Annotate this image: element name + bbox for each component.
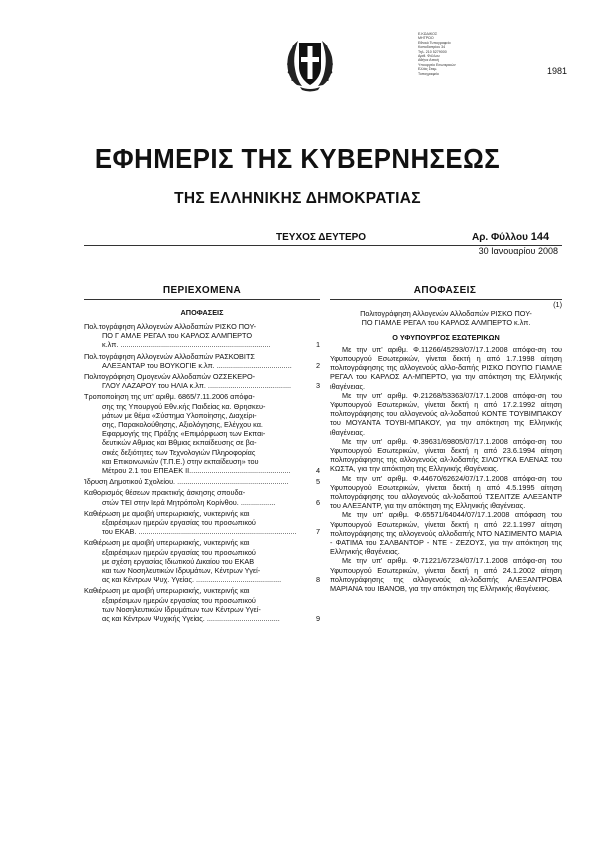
stamp-line: Ε.ΚΩΔΙΚΟΣ — [418, 32, 438, 36]
contents-item-line: ας και Κέντρων Ψυχικής Υγείας. .................................... — [102, 614, 280, 624]
publisher-stamp — [418, 32, 478, 76]
contents-item-line: ΑΛΕΞΑΝΤΑΡ του ΒΟΥΚΟΓΙΕ κ.λπ. ..................................... — [102, 360, 292, 370]
decisions-body — [330, 300, 562, 593]
contents-item-page: 7 — [315, 527, 320, 537]
contents-item-line: κ.λπ. .......................................................................... — [102, 340, 271, 350]
stamp-line: Υπουργείο Εσωτερικών — [418, 62, 456, 67]
contents-item-line: Καθιέρωση με αμοιβή υπερωριακής, νυκτερινής και — [84, 508, 250, 518]
decision-authority: Ο ΥΦΥΠΟΥΡΓΟΣ ΕΣΩΤΕΡΙΚΩΝ — [392, 332, 500, 342]
contents-item — [84, 488, 320, 506]
contents-item-page: 1 — [315, 340, 320, 350]
contents-item-line: και των Νοσηλευτικών Ιδρυμάτων, Κέντρων Υγεί- — [102, 566, 261, 576]
contents-item-line: Καθιέρωση με αμοιβή υπερωριακής, νυκτερινής και — [84, 538, 250, 548]
stamp-line: Ελλάς Σταμ. — [418, 67, 438, 72]
decision-paragraph: Με την υπ' αριθμ. Φ.65571/64044/07/17.1.2008 απόφαση του Υφυπουργού Εσωτερικών, γίνεται δεκτή η από 22.1.1997 αίτηση πολιτογράφησης της αλλογενούς αλλοδαπής ΝΤΟ ΝΑΣΙΜΕΝΤΟ ΜΑΡΙΑ - ΦΑΤΙΜΑ του ΣΑΛΒΑΝΤΟΡ - ΝΤΕ - ΖΕΖΟΥΣ, για την απόκτηση της Ελληνικής ιθαγένειας. — [330, 510, 562, 557]
contents-item-line: σικές δεξιότητες των Τεχνολογιών Πληροφορίας — [102, 447, 256, 457]
contents-item-line: Πολιτογράφηση Ομογενών Αλλοδαπών ΟΖΣΕΚΕΡΟ- — [84, 372, 256, 382]
contents-item-line: στών ΤΕΙ στην Ιερά Μητρόπολη Κορίνθου. ................. — [102, 497, 276, 507]
contents-item-line: μάτων με θέμα «Σύστημα Υλοποίησης, Διαχείρι- — [102, 410, 257, 420]
decision-number: (1) — [553, 300, 562, 309]
stamp-line: Τυπογραφείο — [418, 71, 439, 76]
decision-paragraph: Με την υπ' αριθμ. Φ.11266/45293/07/17.1.2008 απόφα-ση του Υφυπουργού Εσωτερικών, γίνεται δεκτή η από 1.7.1998 αίτηση πολιτογράφησης της αλλογενούς αλλο-δαπής ΡΙΣΚΟ ΠΟΥΠΟ ΓΙΑΜΛΕ ΡΕΓΑΛ του ΚΑΡΛΟΣ ΑΛ-ΜΠΕΡΤΟ, για την απόκτηση της Ελληνικής ιθαγένειας. — [330, 344, 562, 391]
issue-label: ΤΕΥΧΟΣ ΔΕΥΤΕΡΟ — [276, 232, 367, 243]
contents-item-line: Πολ.τογράφηση Αλλογενών Αλλοδαπών ΡΑΣΚΟΒΙΤΣ — [84, 351, 255, 361]
contents-item-line: σης της Υπουργού Εθν.κής Παιδείας κα. Θρησκευ- — [102, 401, 266, 411]
contents-item-line: εξαιρέσιμων ημερών εργασίας του προσωπικού — [102, 518, 256, 528]
stamp-line: Τηλ. 210 5279000 — [418, 49, 447, 54]
contents-item-line: ΠΟ Γ ΑΜΛΕ ΡΕΓΑΛ του ΚΑΡΛΟΣ ΑΛΜΠΕΡΤΟ — [102, 331, 253, 341]
contents-item-line: των Νοσηλευτικών Ιδρυμάτων των Κέντρων Υγεί- — [102, 604, 261, 614]
table-of-contents — [84, 322, 320, 625]
sheet-number-value: 144 — [530, 231, 550, 243]
stamp-line: Αθήνα Αττική — [418, 58, 439, 63]
decision-heading-line: Πολιτογράφηση Αλλογενών Αλλοδαπών ΡΙΣΚΟ ΠΟΥ- — [360, 309, 532, 319]
contents-item-line: εξαιρέσιμων ημερών εργασίας του προσωπικού — [102, 595, 256, 605]
contents-item-line: Καθορισμός θέσεων πρακτικής άσκησης σπουδα- — [84, 488, 246, 498]
contents-item-line: με σχέση εργασίας Ιδιωτικού Δικαίου του ΕΚΑΒ — [102, 556, 255, 566]
contents-item — [84, 477, 320, 486]
contents-item — [84, 352, 320, 370]
contents-subtitle: ΑΠΟΦΑΣΕΙΣ — [180, 308, 224, 317]
contents-item — [84, 322, 320, 350]
contents-item — [84, 392, 320, 475]
contents-item-line: εξαιρέσιμων ημερών εργασίας του προσωπικού — [102, 547, 256, 557]
contents-item-line: Εφαρμογής της Πράξης «Επιμόρφωση των Εκπαι- — [102, 429, 266, 439]
contents-rule — [84, 299, 320, 300]
gazette-title: ΕΦΗΜΕΡΙΣ ΤΗΣ ΚΥΒΕΡΝΗΣΕΩΣ — [94, 143, 501, 174]
contents-item-line: Καθιέρωση με αμοιβή υπερωριακής, νυκτερινής και — [84, 586, 250, 596]
stamp-line: ΜΗΤΡΩΟ — [418, 36, 434, 41]
issue-date: 30 Ιανουαρίου 2008 — [478, 246, 558, 256]
contents-item-line: ας και Κέντρων Ψυχ. Υγείας. .......................................... — [102, 575, 282, 585]
decision-paragraph: Με την υπ' αριθμ. Φ.21268/53363/07/17.1.2008 απόφα-ση του Υφυπουργού Εσωτερικών, γίνεται δεκτή η από 17.2.1992 αίτηση πολιτογράφησης του αλλογενούς αλ-λοδαπού ΚΟΝΤΕ ΤΟΥΒΙΜΠΑΚΟΥ του ΜΟΥΑΝΤΑ ΤΟΥΒΙ-ΜΠΑΚΟΥ, για την απόκτηση της Ελληνικής ιθαγένειας. — [330, 390, 562, 437]
decision-heading-line: ΠΟ ΓΙΑΜΛΕ ΡΕΓΑΛ του ΚΑΡΛΟΣ ΑΛΜΠΕΡΤΟ κ.λπ. — [361, 318, 531, 328]
contents-title: ΠΕΡΙΕΧΟΜΕΝΑ — [162, 285, 242, 296]
contents-item-page: 8 — [315, 575, 320, 585]
stamp-line: Εθνικό Τυπογραφείο — [418, 40, 451, 45]
contents-item — [84, 538, 320, 584]
contents-item-page: 6 — [315, 497, 320, 507]
contents-item-line: Ίδρυση Δημοτικού Σχολείου. ....................................................... — [84, 477, 289, 487]
contents-item — [84, 586, 320, 623]
stamp-line: Αριθ. Φύλλου — [418, 54, 440, 59]
contents-item-line: Μέτρου 2.1 του ΕΠΕΑΕΚ ΙΙ.................................................. — [102, 466, 291, 476]
page-number: 1981 — [546, 66, 567, 76]
contents-item — [84, 372, 320, 390]
contents-item — [84, 509, 320, 537]
decision-paragraph: Με την υπ' αριθμ. Φ.71221/67234/07/17.1.2008 απόφα-ση του Υφυπουργού Εσωτερικών, γίνεται δεκτή η από 24.1.2002 αίτηση πολιτογράφησης της αλλογενούς αλ-λοδαπής ΑΛΕΞΑΝΤΡΟΒΑ ΜΑΡΙΑΝΑ του ΙΒΑΝΟΒ, για την απόκτηση της Ελληνικής ιθαγένειας. — [330, 556, 562, 594]
contents-item-line: σης, Παρακολούθησης, Αξιολόγησης, Ελέγχου κα. — [102, 420, 263, 430]
contents-item-line: Τροποποίηση της υπ' αριθμ. 6865/7.11.2006 απόφα- — [84, 392, 255, 402]
contents-item-line: και Επικοινωνιών (Τ.Π.Ε.) στην εκπαίδευση» του — [102, 456, 259, 466]
decisions-title: ΑΠΟΦΑΣΕΙΣ — [413, 285, 477, 296]
contents-item-page: 2 — [315, 360, 320, 370]
sheet-number-label: Αρ. Φύλλου — [472, 232, 528, 243]
contents-item-page: 4 — [315, 466, 320, 476]
coat-of-arms-icon — [283, 35, 337, 93]
stamp-line: Καποδιστρίου 34 — [418, 45, 446, 50]
contents-item-page: 5 — [315, 477, 320, 487]
gazette-subtitle: ΤΗΣ ΕΛΛΗΝΙΚΗΣ ΔΗΜΟΚΡΑΤΙΑΣ — [174, 190, 421, 207]
contents-item-page: 9 — [315, 614, 320, 624]
contents-item-line: δευτικών Αθμιας και Βθμιας εκπαίδευσης σε βα- — [102, 438, 257, 448]
contents-item-line: του ΕΚΑΒ. .............................................................................. — [102, 527, 297, 537]
decision-paragraph: Με την υπ' αριθμ. Φ.39631/69805/07/17.1.2008 απόφα-ση του Υφυπουργού Εσωτερικών, γίνεται δεκτή η από 23.6.1994 αίτηση πολιτογράφησης της αλλογενούς αλ-λοδαπής ΣΙΛΟΥΓΚΑ ΕΛΕΝΑΣ του ΚΩΣΤΑ, για την απόκτηση της Ελληνικής ιθαγένειας. — [330, 436, 562, 474]
decision-paragraph: Με την υπ' αριθμ. Φ.44670/62624/07/17.1.2008 απόφα-ση του Υφυπουργού Εσωτερικών, γίνεται δεκτή η από 4.5.1995 αίτηση πολιτογράφησης του αλλογενούς αλ-λοδαπού ΤΣΕΛΙΤΖΕ ΑΛΕΞΑΝΤΡ του ΑΛΕΞΑΝΤΡ, για την απόκτηση της Ελληνικής ιθαγένειας. — [330, 473, 562, 511]
contents-item-line: Πολ.τογράφηση Αλλογενών Αλλοδαπών ΡΙΣΚΟ ΠΟΥ- — [84, 322, 257, 331]
contents-item-line: ΓΛΟΥ ΛΑΖΑΡΟΥ του ΗΛΙΑ κ.λπ. ......................................... — [102, 381, 292, 391]
sheet-number — [472, 231, 549, 243]
contents-item-page: 3 — [315, 381, 320, 391]
